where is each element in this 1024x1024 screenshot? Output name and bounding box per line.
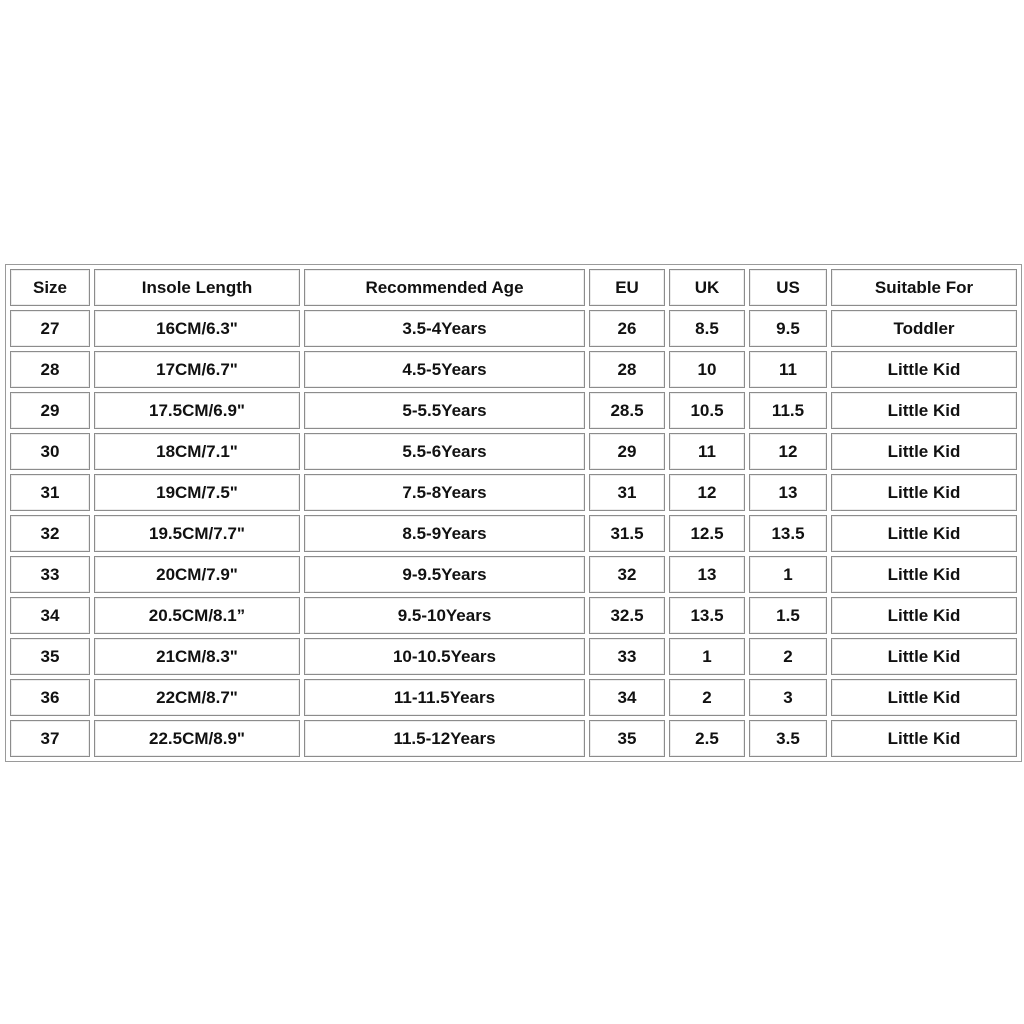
header-insole-length: Insole Length	[94, 269, 300, 306]
cell-size: 31	[10, 474, 90, 511]
table-row	[10, 597, 1017, 634]
cell-size: 30	[10, 433, 90, 470]
cell-eu: 33	[589, 638, 665, 675]
cell-size: 28	[10, 351, 90, 388]
cell-uk: 11	[669, 433, 745, 470]
table-row	[10, 433, 1017, 470]
cell-uk: 2.5	[669, 720, 745, 757]
cell-uk: 12	[669, 474, 745, 511]
table-row	[10, 351, 1017, 388]
cell-eu: 35	[589, 720, 665, 757]
cell-recommended-age: 9.5-10Years	[304, 597, 585, 634]
cell-us: 9.5	[749, 310, 827, 347]
header-size: Size	[10, 269, 90, 306]
table-row	[10, 720, 1017, 757]
header-row	[10, 269, 1017, 306]
cell-insole-length: 19.5CM/7.7"	[94, 515, 300, 552]
cell-suitable-for: Toddler	[831, 310, 1017, 347]
cell-suitable-for: Little Kid	[831, 720, 1017, 757]
cell-eu: 32.5	[589, 597, 665, 634]
cell-us: 13	[749, 474, 827, 511]
cell-insole-length: 22CM/8.7"	[94, 679, 300, 716]
header-us: US	[749, 269, 827, 306]
cell-suitable-for: Little Kid	[831, 515, 1017, 552]
cell-suitable-for: Little Kid	[831, 433, 1017, 470]
cell-size: 35	[10, 638, 90, 675]
cell-recommended-age: 3.5-4Years	[304, 310, 585, 347]
cell-eu: 34	[589, 679, 665, 716]
cell-us: 11	[749, 351, 827, 388]
cell-uk: 8.5	[669, 310, 745, 347]
header-eu: EU	[589, 269, 665, 306]
table-row	[10, 474, 1017, 511]
cell-recommended-age: 10-10.5Years	[304, 638, 585, 675]
cell-insole-length: 22.5CM/8.9"	[94, 720, 300, 757]
cell-insole-length: 20CM/7.9"	[94, 556, 300, 593]
cell-recommended-age: 5-5.5Years	[304, 392, 585, 429]
cell-uk: 13	[669, 556, 745, 593]
cell-uk: 13.5	[669, 597, 745, 634]
cell-recommended-age: 9-9.5Years	[304, 556, 585, 593]
cell-us: 3.5	[749, 720, 827, 757]
cell-eu: 29	[589, 433, 665, 470]
cell-insole-length: 21CM/8.3"	[94, 638, 300, 675]
cell-suitable-for: Little Kid	[831, 597, 1017, 634]
cell-size: 27	[10, 310, 90, 347]
cell-insole-length: 17CM/6.7"	[94, 351, 300, 388]
cell-eu: 31.5	[589, 515, 665, 552]
cell-recommended-age: 7.5-8Years	[304, 474, 585, 511]
table-row	[10, 310, 1017, 347]
cell-insole-length: 20.5CM/8.1”	[94, 597, 300, 634]
cell-uk: 2	[669, 679, 745, 716]
cell-us: 3	[749, 679, 827, 716]
header-suitable-for: Suitable For	[831, 269, 1017, 306]
table-row	[10, 679, 1017, 716]
cell-us: 1	[749, 556, 827, 593]
cell-size: 34	[10, 597, 90, 634]
table-row	[10, 638, 1017, 675]
cell-uk: 1	[669, 638, 745, 675]
cell-uk: 10.5	[669, 392, 745, 429]
table-row	[10, 515, 1017, 552]
cell-size: 33	[10, 556, 90, 593]
cell-us: 12	[749, 433, 827, 470]
cell-eu: 28	[589, 351, 665, 388]
cell-uk: 10	[669, 351, 745, 388]
cell-recommended-age: 11-11.5Years	[304, 679, 585, 716]
cell-us: 11.5	[749, 392, 827, 429]
cell-recommended-age: 11.5-12Years	[304, 720, 585, 757]
cell-us: 2	[749, 638, 827, 675]
cell-suitable-for: Little Kid	[831, 474, 1017, 511]
cell-size: 32	[10, 515, 90, 552]
cell-recommended-age: 4.5-5Years	[304, 351, 585, 388]
cell-suitable-for: Little Kid	[831, 679, 1017, 716]
cell-suitable-for: Little Kid	[831, 351, 1017, 388]
header-recommended-age: Recommended Age	[304, 269, 585, 306]
cell-suitable-for: Little Kid	[831, 556, 1017, 593]
cell-us: 13.5	[749, 515, 827, 552]
cell-eu: 32	[589, 556, 665, 593]
cell-suitable-for: Little Kid	[831, 392, 1017, 429]
cell-size: 36	[10, 679, 90, 716]
cell-recommended-age: 5.5-6Years	[304, 433, 585, 470]
header-uk: UK	[669, 269, 745, 306]
cell-uk: 12.5	[669, 515, 745, 552]
cell-size: 37	[10, 720, 90, 757]
cell-insole-length: 19CM/7.5"	[94, 474, 300, 511]
table-row	[10, 556, 1017, 593]
cell-eu: 31	[589, 474, 665, 511]
cell-suitable-for: Little Kid	[831, 638, 1017, 675]
cell-us: 1.5	[749, 597, 827, 634]
cell-eu: 28.5	[589, 392, 665, 429]
cell-eu: 26	[589, 310, 665, 347]
cell-insole-length: 16CM/6.3"	[94, 310, 300, 347]
table-row	[10, 392, 1017, 429]
cell-size: 29	[10, 392, 90, 429]
cell-recommended-age: 8.5-9Years	[304, 515, 585, 552]
cell-insole-length: 17.5CM/6.9"	[94, 392, 300, 429]
cell-insole-length: 18CM/7.1"	[94, 433, 300, 470]
size-chart-table	[5, 264, 1022, 762]
